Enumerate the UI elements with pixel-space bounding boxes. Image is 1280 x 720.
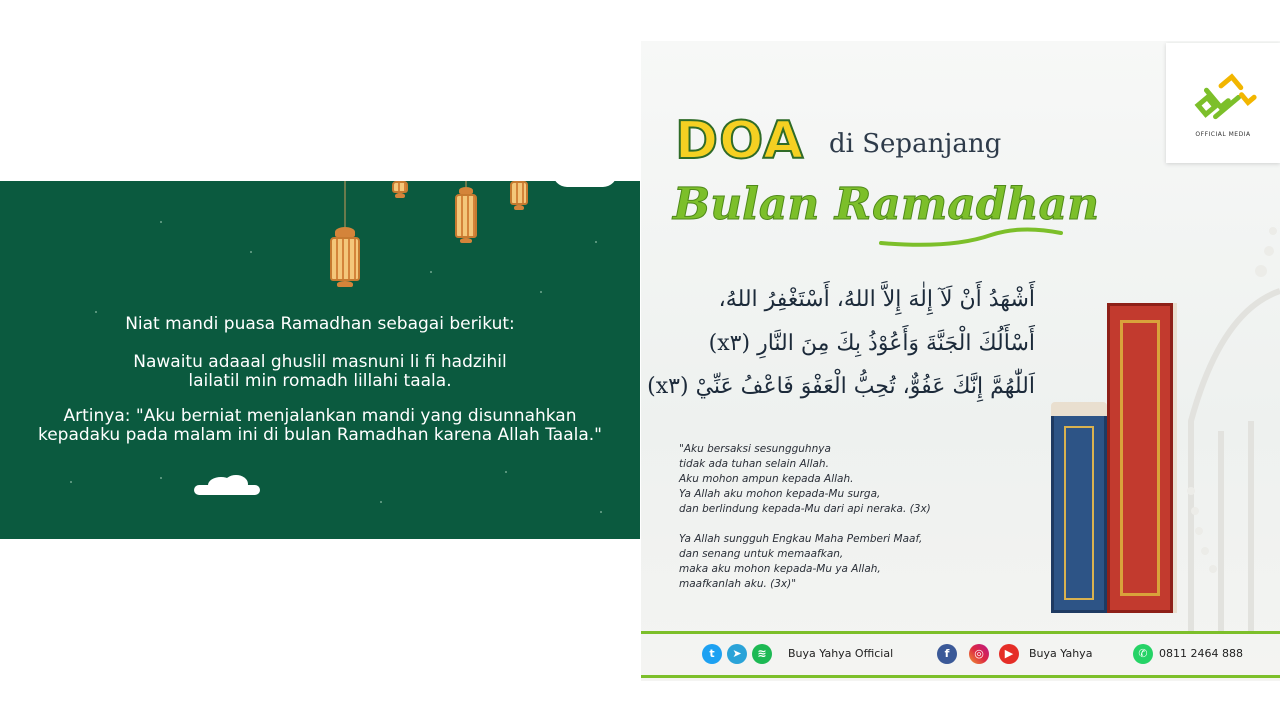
- translation-line: dan senang untuk memaafkan,: [679, 548, 844, 560]
- lantern-icon: [455, 181, 477, 251]
- social-footer: [641, 637, 1280, 673]
- instagram-icon[interactable]: ◎: [969, 644, 989, 664]
- lantern-icon: [510, 181, 528, 215]
- translation-line: Ya Allah aku mohon kepada-Mu surga,: [679, 488, 881, 500]
- doa-translation-block-2: [679, 532, 922, 592]
- quran-book-red: [1107, 303, 1173, 613]
- doa-ramadhan-poster: [641, 41, 1280, 681]
- niat-heading: Niat mandi puasa Ramadhan sebagai berikut:: [125, 314, 515, 334]
- telegram-icon[interactable]: ➤: [727, 644, 747, 664]
- translation-line: dan berlindung kepada-Mu dari api neraka. (3x): [679, 503, 931, 515]
- title-doa: DOA: [675, 111, 805, 171]
- youtube-icon[interactable]: ▶: [999, 644, 1019, 664]
- title-bulan-ramadhan: Bulan Ramadhan: [673, 179, 1100, 230]
- buya-yahya-logo: [1166, 43, 1280, 163]
- doa-arabic-line-2: أَسْأَلُكَ الْجَنَّةَ وَأَعُوْذُ بِكَ مِنَ النَّارِ (x٣): [708, 331, 1035, 356]
- translation-line: tidak ada tuhan selain Allah.: [679, 458, 829, 470]
- translation-line: Aku mohon ampun kepada Allah.: [679, 473, 854, 485]
- footer-divider: [641, 631, 1280, 634]
- niat-arabic-latin-line-1: Nawaitu adaaal ghuslil masnuni li fi hadzihil: [133, 352, 507, 372]
- twitter-icon[interactable]: t: [702, 644, 722, 664]
- niat-arabic-latin-line-2: lailatil min romadh lillahi taala.: [188, 371, 452, 391]
- cloud-icon: [194, 475, 260, 495]
- niat-translation-line-2: kepadaku pada malam ini di bulan Ramadhan karena Allah Taala.": [37, 425, 602, 445]
- spotify-icon[interactable]: ≋: [752, 644, 772, 664]
- handle-buya-yahya-official[interactable]: Buya Yahya Official: [788, 647, 894, 660]
- lantern-icon: [330, 181, 360, 311]
- quran-book-blue: [1051, 413, 1107, 613]
- handle-buya-yahya[interactable]: Buya Yahya: [1029, 647, 1093, 660]
- footer-divider: [641, 675, 1280, 678]
- translation-line: "Aku bersaksi sesungguhnya: [679, 443, 831, 455]
- translation-line: maafkanlah aku. (3x)": [679, 578, 797, 590]
- translation-line: maka aku mohon kepada-Mu ya Allah,: [679, 563, 881, 575]
- niat-translation-line-1: Artinya: "Aku berniat menjalankan mandi yang disunnahkan: [63, 406, 577, 426]
- cloud-icon: [553, 181, 617, 187]
- translation-line: Ya Allah sungguh Engkau Maha Pemberi Maaf,: [679, 533, 923, 545]
- doa-arabic-line-1: أَشْهَدُ أَنْ لَآ إِلٰهَ إِلاَّ اللهُ، أَسْتَغْفِرُ اللهُ،: [718, 287, 1035, 312]
- lantern-cage-decoration: [1161, 191, 1280, 631]
- phone-number[interactable]: 0811 2464 888: [1159, 647, 1243, 660]
- whatsapp-icon[interactable]: ✆: [1133, 644, 1153, 664]
- facebook-icon[interactable]: f: [937, 644, 957, 664]
- doa-translation-block-1: [679, 442, 931, 517]
- title-subtitle: di Sepanjang: [829, 129, 1002, 159]
- buya-yahya-logo-mark: [1184, 57, 1262, 135]
- doa-arabic-line-3: اَللّٰهُمَّ إِنَّكَ عَفُوٌّ، تُحِبُّ الْعَفْوَ فَاعْفُ عَنِّيْ (x٣): [647, 374, 1035, 399]
- lantern-icon: [392, 181, 408, 201]
- niat-mandi-panel: [0, 181, 640, 539]
- title-swash-decoration: [871, 223, 1071, 253]
- logo-caption: OFFICIAL MEDIA: [1195, 131, 1251, 138]
